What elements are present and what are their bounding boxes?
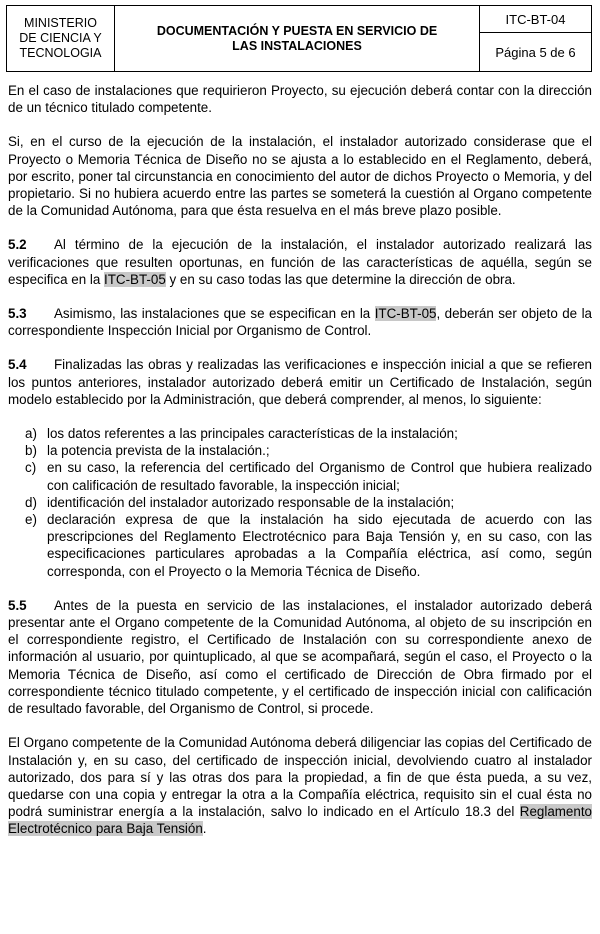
- paragraph-text: .: [202, 821, 207, 837]
- list-item: [8, 494, 592, 511]
- paragraph: En el caso de instalaciones que requirieron Proyecto, su ejecución deberá contar con la dirección de un técnico titulado competente.: [8, 83, 592, 116]
- section-number: 5.4: [8, 357, 27, 373]
- section-text: , deberán ser objeto de la correspondiente Inspección Inicial por Organismo de Control.: [8, 306, 592, 339]
- paragraph: Si, en el curso de la ejecución de la instalación, el instalador autorizado considerase que el Proyecto o Memoria Técnica de Diseño no se ajusta a lo establecido en el Reglamento, deberá, por escrito, poner tal circunstancia en conocimiento del autor de dichos Proyecto o Memoria, y del propietario. Si no hubiera acuerdo entre las partes se someterá la cuestión al Organo competente de la Comunidad Autónoma, para que ésta resuelva en el más breve plazo posible.: [8, 134, 592, 219]
- section-text: Asimismo, las instalaciones que se especifican en la: [54, 306, 375, 322]
- section-number: 5.5: [8, 597, 27, 613]
- list-marker: e): [25, 512, 37, 528]
- title-line: DOCUMENTACIÓN Y PUESTA EN SERVICIO DE: [156, 23, 438, 38]
- ministry-line: DE CIENCIA Y: [19, 31, 102, 45]
- requirements-list: [8, 425, 592, 580]
- paragraph: [8, 734, 592, 837]
- page-number: Página 5 de 6: [495, 44, 576, 60]
- list-item: [8, 511, 592, 580]
- section-number: 5.2: [8, 237, 27, 253]
- list-item-text: los datos referentes a las principales características de la instalación;: [47, 426, 458, 442]
- section-text: Antes de la puesta en servicio de las instalaciones, el instalador autorizado deberá presentar ante el Organo competente de la Comunidad Autónoma, al objeto de su inscripción en el correspondiente registro, el Certificado de Instalación con su correspondiente anexo de información al usuario, por quintuplicado, al que se acompañará, según el caso, el Proyecto o la Memoria Técnica de Diseño, así como el certificado de Dirección de Obra firmado por el correspondiente técnico titulado competente, y el certificado de inspección inicial con calificación de resultado favorable, del Organismo de Control, si procede.: [8, 597, 592, 717]
- document-code: ITC-BT-04: [480, 6, 591, 33]
- list-marker: b): [25, 443, 37, 459]
- section-number: 5.3: [8, 306, 27, 322]
- itc-bt-05-link[interactable]: ITC-BT-05: [104, 271, 166, 287]
- section-5-3: [8, 305, 592, 339]
- document-title: [115, 6, 479, 71]
- list-item-text: declaración expresa de que la instalación ha sido ejecutada de acuerdo con las prescripciones del Reglamento Electrotécnico para Baja Tensión y, en su caso, con las especificaciones particulares aprobadas a la Compañía eléctrica, así como, según corresponda, con el Proyecto o la Memoria Técnica de Diseño.: [47, 512, 592, 579]
- list-marker: d): [25, 494, 37, 510]
- ministry-line: TECNOLOGIA: [19, 46, 102, 60]
- section-5-4: [8, 356, 592, 408]
- section-5-5: [8, 597, 592, 717]
- list-item-text: en su caso, la referencia del certificado del Organismo de Control que hubiera realizado con calificación de resultado favorable, la inspección inicial;: [47, 460, 592, 493]
- list-item: [8, 425, 592, 442]
- title-line: LAS INSTALACIONES: [232, 38, 362, 53]
- section-text: Al término de la ejecución de la instalación, el instalador autorizado realizará las verificaciones que resulten oportunas, en función de las características de aquélla, según se especifica en la: [8, 237, 592, 287]
- page-header: [6, 5, 592, 72]
- section-text: Finalizadas las obras y realizadas las verificaciones e inspección inicial a que se refieren los puntos anteriores, instalador autorizado deberá emitir un Certificado de Instalación, según modelo establecido por la Administración, que deberá comprender, al menos, lo siguiente:: [8, 357, 592, 407]
- list-item-text: identificación del instalador autorizado responsable de la instalación;: [47, 494, 455, 510]
- itc-bt-05-link[interactable]: ITC-BT-05: [374, 306, 437, 322]
- ministry-line: MINISTERIO: [24, 16, 97, 30]
- section-5-2: [8, 236, 592, 288]
- ministry-name: [7, 6, 115, 71]
- header-meta: [479, 6, 591, 71]
- list-marker: a): [25, 426, 37, 442]
- reglamento-link[interactable]: Reglamento Electrotécnico para Baja Tensión: [8, 804, 592, 837]
- section-text: y en su caso todas las que determine la dirección de obra.: [165, 271, 516, 287]
- paragraph-text: El Organo competente de la Comunidad Autónoma deberá diligenciar las copias del Certificado de Instalación y, en su caso, del certificado de inspección inicial, devolviendo cuatro al instalador autorizado, dos para sí y las otras dos para la propiedad, a fin de que ésta pueda, a su vez, quedarse con una copia y entregar la otra a la Compañía eléctrica, requisito sin el cual ésta no podrá suministrar energía a la instalación, salvo lo indicado en el Artículo 18.3 del: [8, 735, 592, 820]
- list-item: [8, 442, 592, 459]
- document-body: [8, 82, 592, 855]
- list-marker: c): [25, 460, 37, 476]
- list-item-text: la potencia prevista de la instalación.;: [47, 443, 270, 459]
- list-item: [8, 459, 592, 493]
